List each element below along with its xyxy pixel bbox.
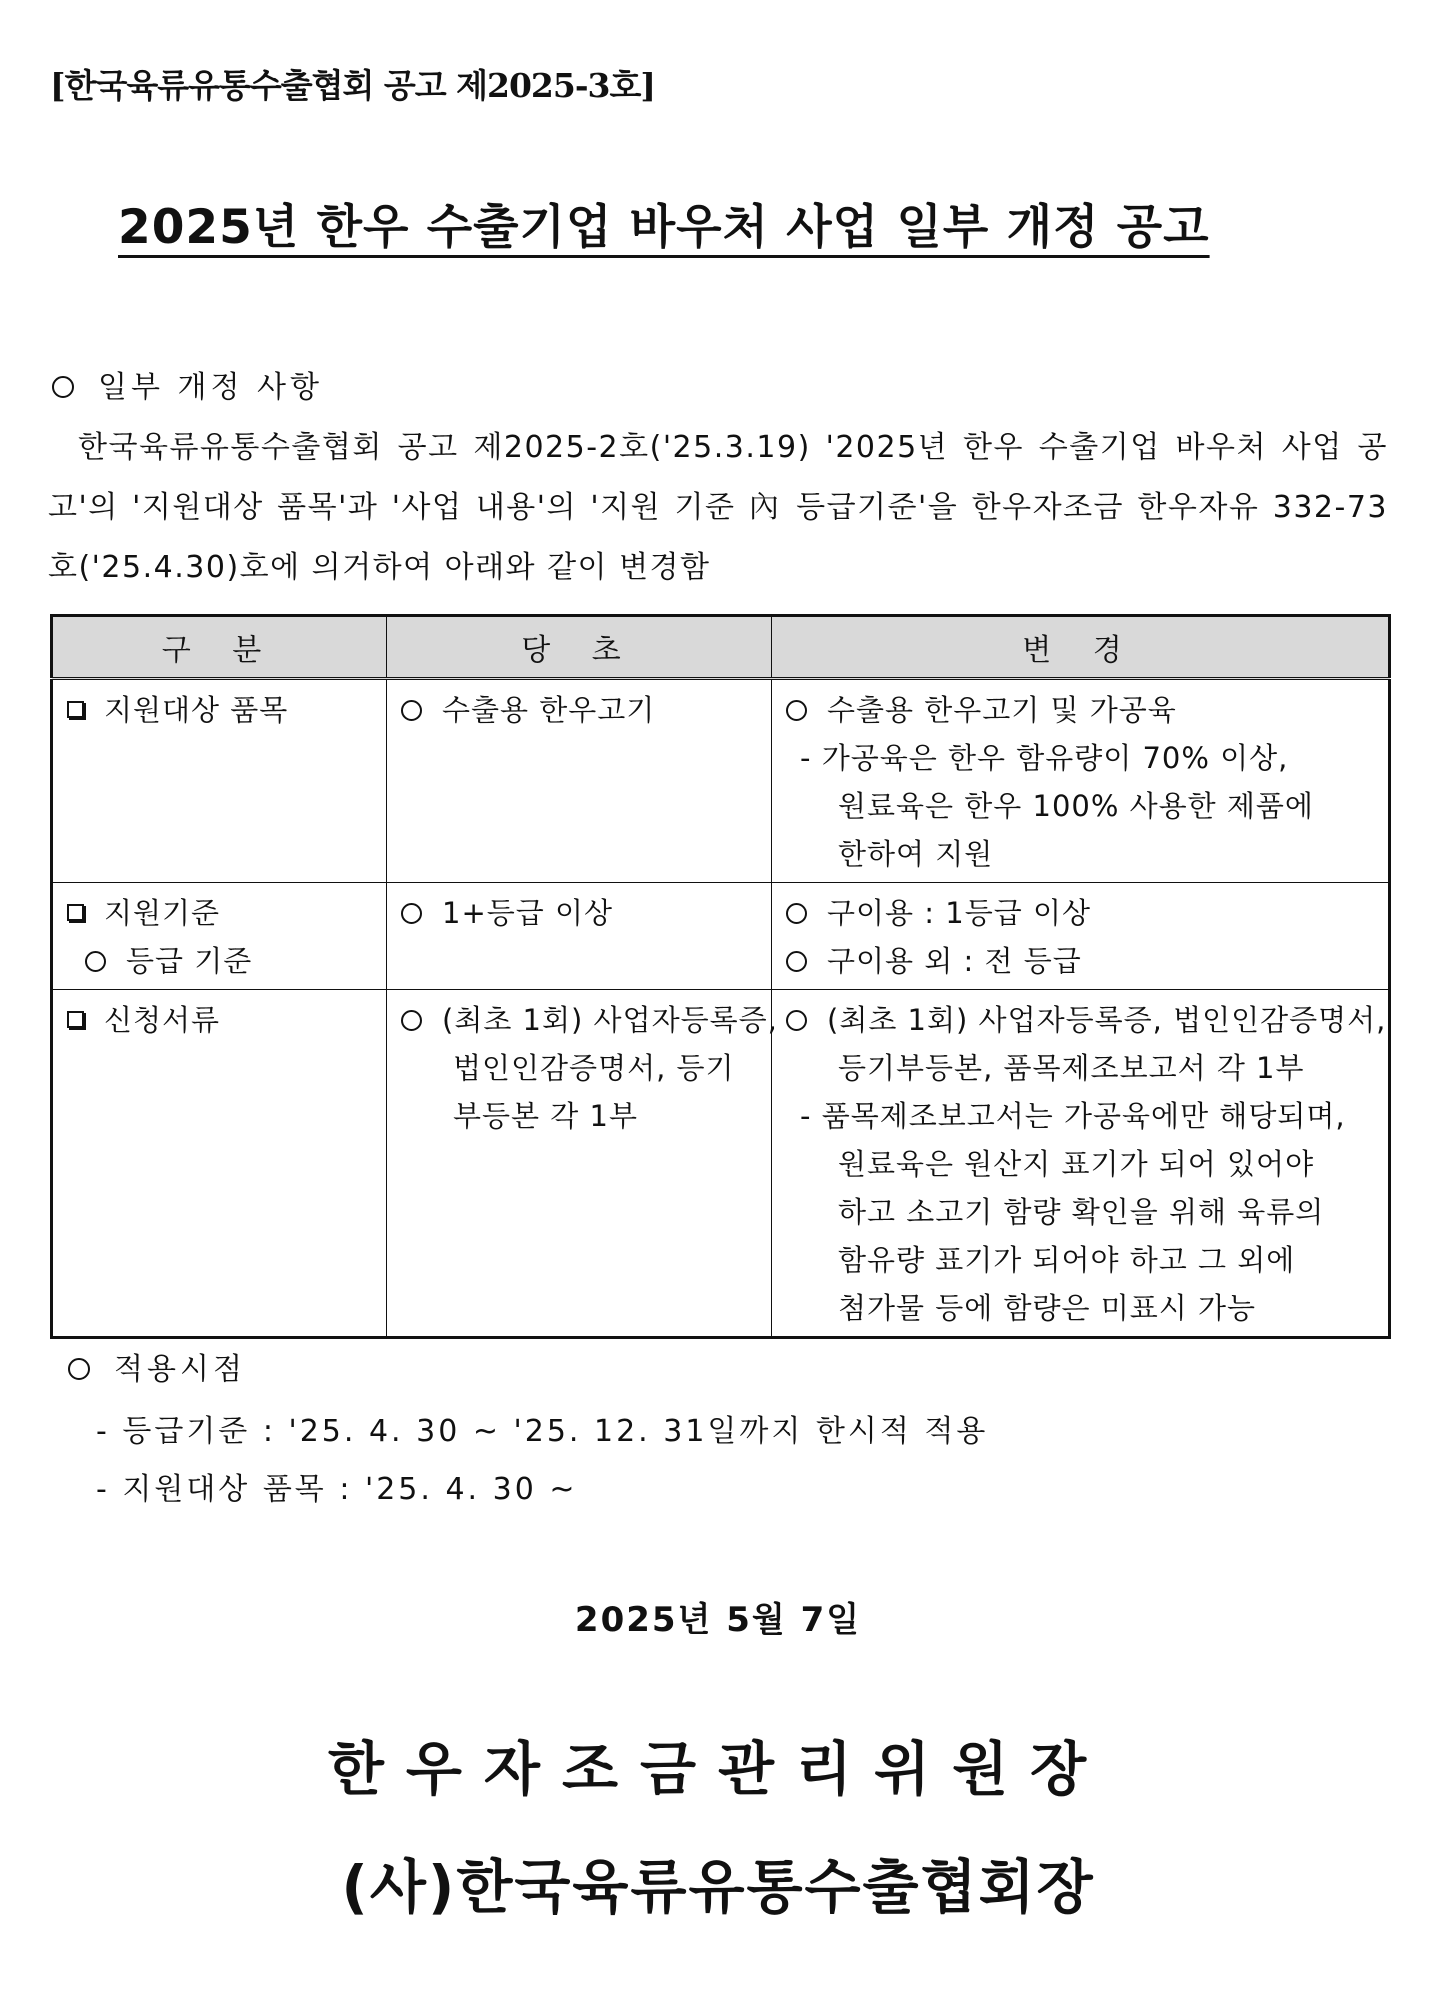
list-item: - 등급기준 : '25. 4. 30 ~ '25. 12. 31일까지 한시적 적용 (96, 1414, 989, 1449)
cell-category (52, 883, 387, 990)
cell-changed (772, 883, 1390, 990)
changed-sub-text: 한하여 지원 (838, 837, 994, 871)
signer-committee-chair: 한우자조금관리위원장 (327, 1735, 1109, 1803)
signer-association-chair: (사)한국육류유통수출협회장 (341, 1853, 1095, 1921)
amendment-paragraph (48, 418, 1388, 598)
list-item: - 지원대상 품목 : '25. 4. 30 ~ (96, 1472, 578, 1507)
notice-date: 2025년 5월 7일 (574, 1600, 862, 1640)
circle-bullet-icon (401, 1010, 422, 1031)
original-text: 부등본 각 1부 (453, 1099, 638, 1133)
category-label: 신청서류 (104, 1003, 221, 1037)
circle-bullet-icon (52, 376, 74, 398)
cell-category (52, 679, 387, 883)
notice-number: [한국육류유통수출협회 공고 제2025-3호] (50, 66, 656, 105)
changed-text: 구이용 : 1등급 이상 (827, 896, 1091, 930)
cell-changed: 수출용 한우고기 및 가공육 - 가공육은 한우 함유량이 70% 이상, 원료육은 한우 100% 사용한 제품에 한하여 지원 (772, 679, 1390, 883)
changed-sub-text: 원료육은 원산지 표기가 되어 있어야 (838, 1147, 1315, 1181)
changed-sub-text: 함유량 표기가 되어야 하고 그 외에 (838, 1243, 1296, 1277)
cell-original (387, 990, 778, 1338)
circle-bullet-icon (786, 700, 807, 721)
circle-bullet-icon (786, 903, 807, 924)
checkbox-square-icon (67, 904, 84, 921)
table-row (52, 883, 1390, 990)
original-text: 수출용 한우고기 (442, 693, 656, 727)
checkbox-square-icon (67, 1011, 84, 1028)
original-text: 법인인감증명서, 등기 (453, 1051, 735, 1085)
table-header-row (52, 616, 1390, 679)
cell-original (387, 679, 772, 883)
changed-sub-text: 첨가물 등에 함량은 미표시 가능 (838, 1291, 1257, 1325)
circle-bullet-icon (786, 951, 807, 972)
cell-category (52, 990, 387, 1338)
changed-text: (최초 1회) 사업자등록증, 법인인감증명서, (827, 1003, 1387, 1037)
header-category: 구 분 (52, 616, 387, 679)
circle-bullet-icon (68, 1358, 90, 1380)
section-heading-label: 일부 개정 사항 (98, 370, 323, 405)
category-label: 지원대상 품목 (104, 693, 289, 727)
changed-sub-text: 원료육은 한우 100% 사용한 제품에 (838, 789, 1314, 823)
table-row (52, 990, 1390, 1338)
original-text: 1+등급 이상 (442, 896, 614, 930)
changes-table (50, 614, 1391, 1339)
changed-sub-text: 품목제조보고서는 가공육에만 해당되며, (821, 1099, 1346, 1133)
table-row (52, 679, 1390, 883)
changed-text: 등기부등본, 품목제조보고서 각 1부 (838, 1051, 1305, 1085)
category-label: 지원기준 (104, 896, 221, 930)
cell-changed: (최초 1회) 사업자등록증, 법인인감증명서, 등기부등본, 품목제조보고서 각 1부 - 품목제조보고서는 가공육에만 해당되며, 원료육은 원산지 표기가 되어 있어야 하고 소고기 함량 확인을 위해 육류의 함유량 표기가 되어야 하고 그 외에 첨가물 등에 함량은 미표시 가능 (772, 990, 1390, 1338)
original-text: (최초 1회) 사업자등록증, (442, 1003, 778, 1037)
amendment-paragraph-text: 한국육류유통수출협회 공고 제2025-2호('25.3.19) '2025년 한우 수출기업 바우처 사업 공고'의 '지원대상 품목'과 '사업 내용'의 '지원 기준 內 등급기준'을 한우자조금 한우자유 332-73호('25.4.30)호에 의거하여 아래와 같이 변경함 (48, 430, 1388, 585)
circle-bullet-icon (85, 951, 106, 972)
section-heading-amendment (52, 362, 323, 406)
section-heading-application (68, 1344, 246, 1388)
changed-sub-text: 가공육은 한우 함유량이 70% 이상, (821, 741, 1289, 775)
cell-original (387, 883, 772, 990)
changed-sub-text: 하고 소고기 함량 확인을 위해 육류의 (838, 1195, 1325, 1229)
circle-bullet-icon (786, 1010, 807, 1031)
changed-text: 수출용 한우고기 및 가공육 (827, 693, 1177, 727)
header-changed: 변 경 (772, 616, 1390, 679)
section-heading-label: 적용시점 (114, 1352, 246, 1387)
circle-bullet-icon (401, 700, 422, 721)
header-original: 당 초 (387, 616, 772, 679)
circle-bullet-icon (401, 903, 422, 924)
category-sub-label: 등급 기준 (126, 944, 253, 978)
changed-text: 구이용 외 : 전 등급 (827, 944, 1082, 978)
checkbox-square-icon (67, 701, 84, 718)
page-title: 2025년 한우 수출기업 바우처 사업 일부 개정 공고 (118, 200, 1210, 255)
